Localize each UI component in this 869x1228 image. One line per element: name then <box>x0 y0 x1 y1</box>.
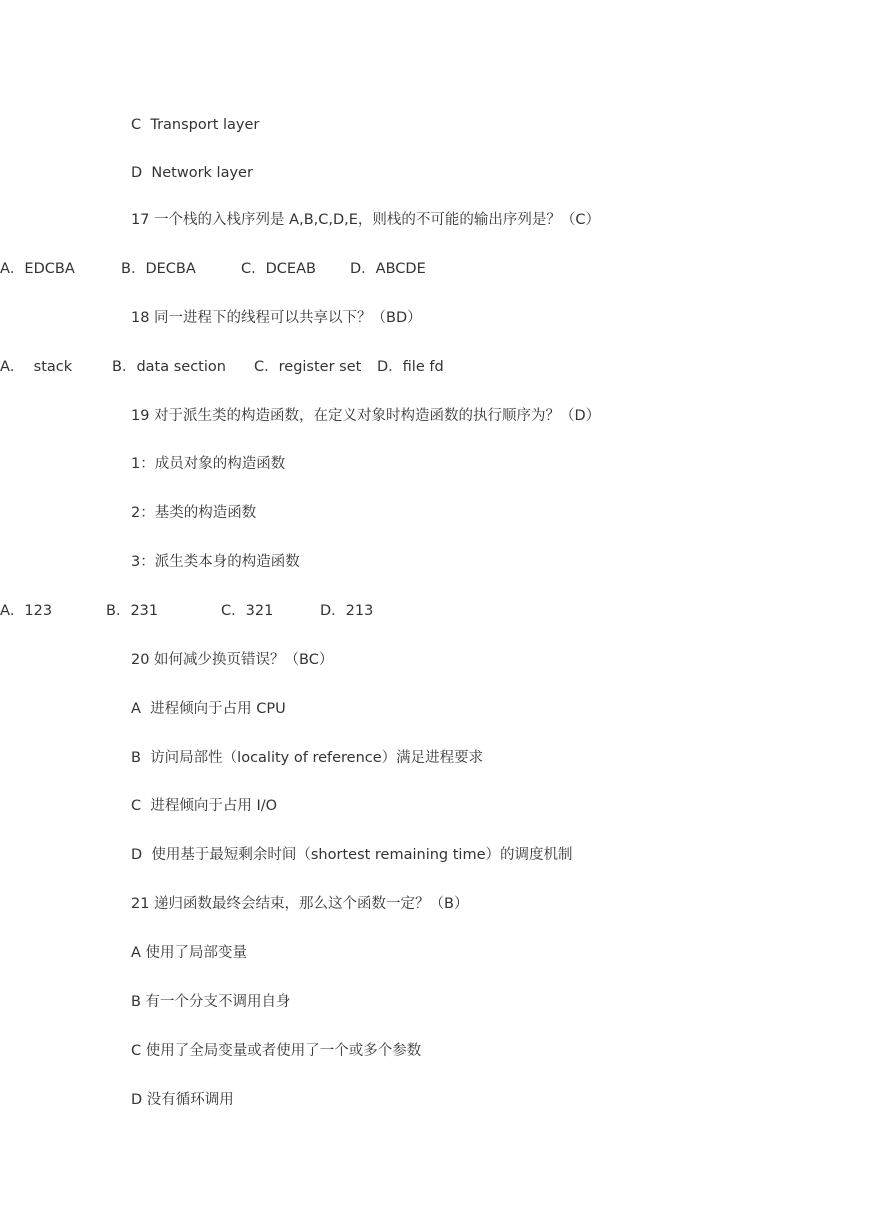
question-18-options <box>0 357 700 377</box>
q21-option-d: D 没有循环调用 <box>131 1092 234 1108</box>
q21-option-a: A 使用了局部变量 <box>131 945 248 961</box>
q18-option-a: A． stack <box>0 359 73 375</box>
q21-option-b: B 有一个分支不调用自身 <box>131 994 291 1010</box>
q19-item-2: 2：基类的构造函数 <box>131 505 257 521</box>
q18-option-b: B．data section <box>112 359 226 375</box>
q21-option-c: C 使用了全局变量或者使用了一个或多个参数 <box>131 1043 422 1059</box>
q17-option-d: D．ABCDE <box>350 261 426 277</box>
q17-option-a: A．EDCBA <box>0 261 75 277</box>
option-c-transport-layer: C Transport layer <box>131 117 260 133</box>
q19-option-b: B．231 <box>106 603 159 619</box>
question-17-options <box>0 259 700 279</box>
q19-option-d: D．213 <box>320 603 374 619</box>
q20-option-c: C 进程倾向于占用 I/O <box>131 798 278 814</box>
q17-option-b: B．DECBA <box>121 261 196 277</box>
question-18: 18 同一进程下的线程可以共享以下？（BD） <box>131 310 422 326</box>
q19-option-a: A．123 <box>0 603 53 619</box>
q19-option-c: C．321 <box>221 603 274 619</box>
question-19-options <box>0 601 700 621</box>
q20-option-d: D 使用基于最短剩余时间（shortest remaining time）的调度机制 <box>131 847 573 863</box>
q19-item-3: 3：派生类本身的构造函数 <box>131 554 300 570</box>
question-17: 17 一个栈的入栈序列是 A,B,C,D,E，则栈的不可能的输出序列是？（C） <box>131 212 601 228</box>
q18-option-c: C．register set <box>254 359 362 375</box>
question-20: 20 如何减少换页错误？（BC） <box>131 652 334 668</box>
option-d-network-layer: D Network layer <box>131 165 253 181</box>
q19-item-1: 1：成员对象的构造函数 <box>131 456 286 472</box>
q20-option-b: B 访问局部性（locality of reference）满足进程要求 <box>131 750 484 766</box>
question-21: 21 递归函数最终会结束，那么这个函数一定？（B） <box>131 896 469 912</box>
question-19: 19 对于派生类的构造函数，在定义对象时构造函数的执行顺序为？（D） <box>131 408 601 424</box>
q18-option-d: D．file fd <box>377 359 444 375</box>
q17-option-c: C．DCEAB <box>241 261 316 277</box>
q20-option-a: A 进程倾向于占用 CPU <box>131 701 286 717</box>
